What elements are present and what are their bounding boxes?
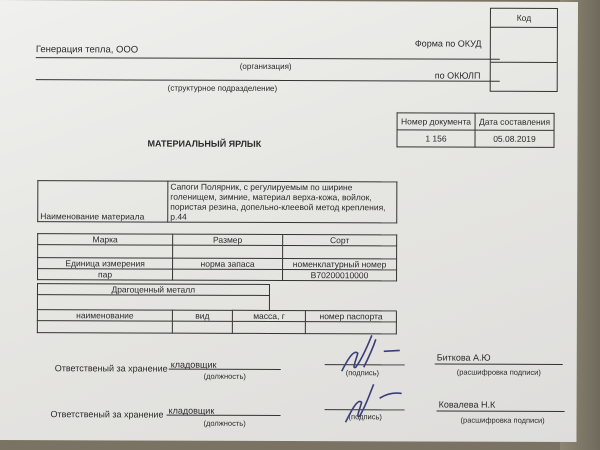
unit-header: Единица измерения <box>38 258 173 269</box>
subdivision-line <box>36 79 500 82</box>
razmer-header: Размер <box>173 234 283 245</box>
signature-caption: (подпись) <box>348 412 382 422</box>
organization-caption: (организация) <box>239 61 292 72</box>
name-line <box>437 411 565 412</box>
name-line <box>435 364 563 365</box>
stock-norm-value <box>173 269 283 280</box>
handwritten-signature-icon <box>334 331 414 376</box>
marka-value <box>38 245 173 258</box>
responsible-label: Ответственый за хранение <box>54 363 168 374</box>
unit-value: пар <box>38 269 173 280</box>
code-box <box>490 8 558 92</box>
name-caption: (расшифровка подписи) <box>456 367 541 377</box>
doc-number-value: 1 156 <box>397 130 475 147</box>
metal-name-value <box>37 321 172 333</box>
precious-metal-blank-row <box>37 295 269 311</box>
position-value: кладовщик <box>170 359 217 370</box>
metal-type-value <box>172 321 232 333</box>
precious-metal-title: Драгоценный металл <box>37 284 269 296</box>
responsible-label: Ответственый за хранение <box>50 409 164 420</box>
position-caption: (должность) <box>203 371 246 381</box>
material-table <box>37 180 397 223</box>
doc-number-header: Номер документа <box>397 113 475 130</box>
organization-line <box>36 57 500 60</box>
okudp-label: по ОКЮЛП <box>434 70 481 81</box>
doc-date-header: Дата составления <box>475 113 554 130</box>
metal-name-header: наименование <box>37 310 172 321</box>
doc-date-value: 05.08.2019 <box>475 130 554 147</box>
page-title: МАТЕРИАЛЬНЫЙ ЯРЛЫК <box>147 138 262 149</box>
signature-caption: (подпись) <box>345 368 380 378</box>
position-caption: (должность) <box>203 418 246 428</box>
organization-value: Генерация тепла, ООО <box>35 44 139 56</box>
sort-value <box>283 245 397 258</box>
sort-header: Сорт <box>283 234 397 245</box>
stock-norm-header: норма запаса <box>173 258 283 269</box>
code-header: Код <box>491 9 557 28</box>
subdivision-caption: (структурное подразделение) <box>167 83 278 93</box>
precious-metal-blank <box>269 284 396 310</box>
nomenclature-value: В70200010000 <box>283 269 397 280</box>
handwritten-signature-icon <box>334 376 424 426</box>
signer-name: Ковалева Н.К <box>438 399 496 410</box>
metal-type-header: вид <box>172 310 232 321</box>
passport-header: номер паспорта <box>306 311 397 322</box>
position-value: кладовщик <box>168 405 215 416</box>
name-caption: (расшифровка подписи) <box>460 415 545 425</box>
marka-header: Марка <box>38 234 173 245</box>
okud-label: Форма по ОКУД <box>414 38 482 49</box>
attributes-table <box>37 233 397 281</box>
metal-mass-header: масса, г <box>232 310 305 321</box>
razmer-value <box>173 245 283 258</box>
material-label: Наименование материала <box>38 181 168 222</box>
signer-name: Биткова А.Ю <box>436 352 491 363</box>
precious-metal-table <box>37 283 397 334</box>
position-line <box>167 415 281 416</box>
position-line <box>169 369 281 370</box>
material-value: Сапоги Полярник, с регулируемым по ширине голенищем, зимние, материал верха-кожа, войлок, пористая резина, допельно-клеевой метод крепления, р.44 <box>168 181 397 223</box>
metal-mass-value <box>232 321 305 333</box>
okudp-code-cell <box>491 63 557 91</box>
doc-table <box>396 112 554 148</box>
nomenclature-header: номенклатурный номер <box>283 258 397 269</box>
okud-code-cell <box>491 28 557 63</box>
